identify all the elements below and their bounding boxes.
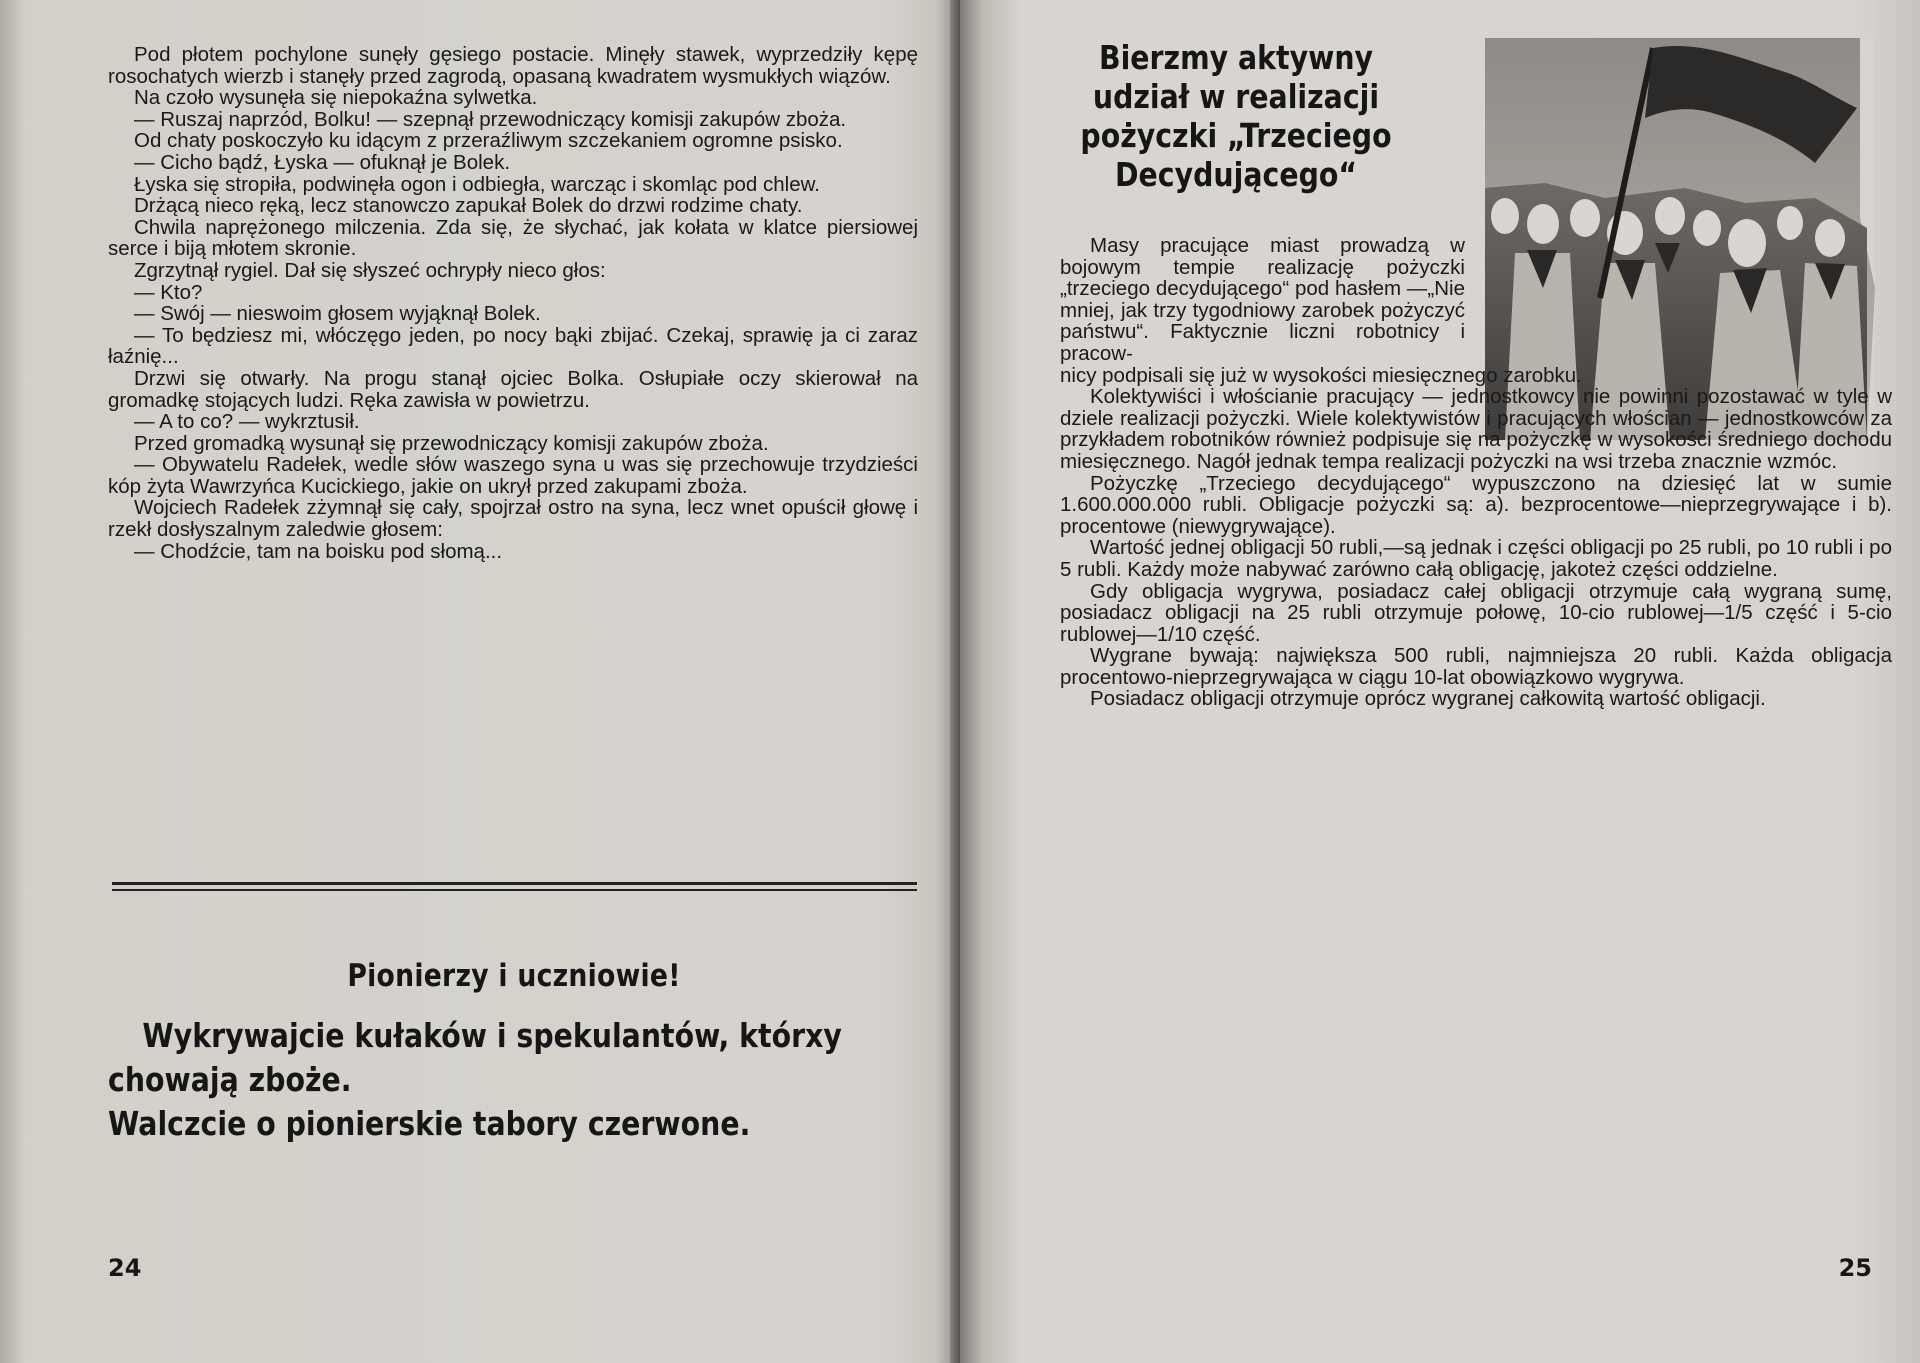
- appeal-line: chowają zboże.: [108, 1060, 352, 1099]
- paragraph: Posiadacz obligacji otrzymuje oprócz wygranej całkowitą wartość obligacji.: [1090, 687, 1766, 711]
- rule-line: [112, 889, 917, 891]
- rule-line: [112, 882, 917, 885]
- paragraph: — Ruszaj naprzód, Bolku! — szepnął przewodniczący komisji zakupów zboża.: [134, 107, 847, 131]
- paragraph: Wojciech Radełek zżymnął się cały, spojrzał ostro na syna, lecz wnet opuścił głowę i rzekł dosłyszalnym zaledwie głosem:: [108, 496, 918, 542]
- page-number: 25: [1838, 1254, 1872, 1282]
- appeal-line: Walczcie o pionierskie tabory czerwone.: [108, 1104, 751, 1143]
- paragraph: Od chaty poskoczyło ku idącym z przeraźliwym szczekaniem ogromne psisko.: [134, 129, 843, 153]
- paragraph: — To będziesz mi, włóczęgo jeden, po nocy bąki zbijać. Czekaj, sprawię ja ci zaraz łaźnię...: [108, 323, 918, 369]
- intro-paragraph: Masy pracujące miast prowadzą w bojowym tempie realizację pożyczki „trzeciego decydującego“ pod hasłem —„Nie mniej, jak trzy tygodniowy zarobek pożyczyć państwu“. Faktycznie liczni robotnicy i pracow-: [1060, 234, 1465, 365]
- double-rule-divider: [112, 882, 917, 895]
- paragraph: Pod płotem pochylone sunęły gęsiego postacie. Minęły stawek, wyprzedziły kępę rosochatych wierzb i stanęły przed zagrodą, opasaną kwadratem wysmukłych wiązów.: [108, 43, 918, 88]
- paragraph: Wygrane bywają: największa 500 rubli, najmniejsza 20 rubli. Każda obligacja procentowo-nieprzegrywająca w ciągu 10-lat obowiązkowo wygrywa.: [1060, 644, 1892, 689]
- paragraph: Gdy obligacja wygrywa, posiadacz całej obligacji otrzymuje całą wygraną sumę, posiadacz obligacji na 25 rubli otrzymuje połowę, 10-cio rublowej—1/5 część i 5-cio rublowej—1/10 część.: [1060, 579, 1892, 646]
- left-page-text: [108, 44, 918, 562]
- paragraph: — Kto?: [134, 280, 203, 304]
- paragraph: Kolektywiści i włościanie pracujący — jednostkowcy nie powinni pozostawać w tyle w dziele realizacji pożyczki. Wiele kolektywistów i pracujących włościan — jednostkowców za przykładem robotników również podpisuje się na pożyczkę w wysokości średniego dochodu miesięcznego. Nagół jednak tempa realizacji pożyczki na wsi trzeba znacznie wzmóc.: [1060, 385, 1892, 473]
- paragraph: — Chodźcie, tam na boisku pod słomą...: [134, 539, 503, 563]
- paragraph: — Obywatelu Radełek, wedle słów waszego syna u was się przechowuje trzydzieści kóp żyta Wawrzyńca Kucickiego, jakie on ukrył przed zakupami zboża.: [108, 453, 918, 498]
- paragraph: — Swój — nieswoim głosem wyjąknął Bolek.: [134, 302, 541, 326]
- paragraph: Zgrzytnął rygiel. Dał się słyszeć ochrypły nieco głos:: [134, 258, 606, 282]
- appeal-line: Wykrywajcie kułaków i spekulantów, którxy: [142, 1016, 842, 1055]
- paragraph: nicy podpisali się już w wysokości miesięcznego zarobku.: [1060, 363, 1582, 387]
- paragraph: Pożyczkę „Trzeciego decydującego“ wypuszczono na dziesięć lat w sumie 1.600.000.000 rubli. Obligacje pożyczki są: a). bezprocentowe—nieprzegrywające i b). procentowe (niewygrywające).: [1060, 471, 1892, 538]
- page-number: 24: [108, 1254, 142, 1282]
- paragraph: — Cicho bądź, Łyska — ofuknął je Bolek.: [134, 150, 511, 174]
- appeal-title: Pionierzy i uczniowie!: [347, 958, 681, 994]
- article-headline: Bierzmy aktywny udział w realizacji pożyczki „Trzeciego Decydującego“: [1080, 38, 1392, 194]
- paragraph: Wartość jednej obligacji 50 rubli,—są jednak i części obligacji po 25 rubli, po 10 rubli i po 5 rubli. Każdy może nabywać zarówno całą obligację, jakoteż części oddzielne.: [1060, 536, 1892, 581]
- right-page-text: [1060, 235, 1892, 710]
- paragraph: — A to co? — wykrztusił.: [134, 410, 360, 434]
- paragraph: Drzwi się otwarły. Na progu stanął ojciec Bolka. Osłupiałe oczy skierował na gromadkę stojących ludzi. Ręka zawisła w powietrzu.: [108, 366, 918, 412]
- paragraph: Łyska się stropiła, podwinęła ogon i odbiegła, warcząc i skomląc pod chlew.: [134, 172, 820, 196]
- right-page: [960, 0, 1920, 1363]
- appeal-box: [108, 958, 920, 1146]
- paragraph: Chwila naprężonego milczenia. Zda się, że słychać, jak kołata w klatce piersiowej serce i biją młotem skronie.: [108, 215, 918, 261]
- paragraph: Drżącą nieco ręką, lecz stanowczo zapukał Bolek do drzwi rodzime chaty.: [134, 194, 803, 218]
- paragraph: Na czoło wysunęła się niepokaźna sylwetka.: [134, 86, 538, 110]
- paragraph: Przed gromadką wysunął się przewodniczący komisji zakupów zboża.: [134, 431, 769, 455]
